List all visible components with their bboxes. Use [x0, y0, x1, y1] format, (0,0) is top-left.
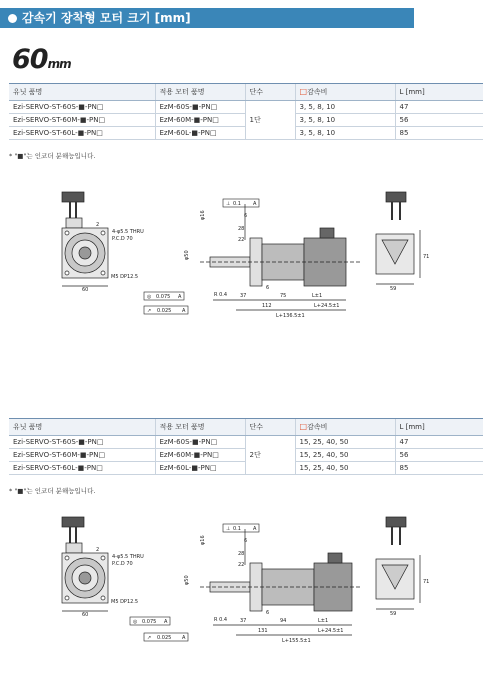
dim-2: 2 [96, 547, 100, 553]
note-2: * "■"는 인코더 분해능입니다. [9, 487, 96, 495]
dim-37: 37 [240, 293, 247, 299]
dim-22: 22 [238, 562, 245, 568]
dim-side-width: 59 [390, 286, 397, 292]
svg-text:◎: ◎ [147, 294, 152, 300]
tap-note: M5 DP12.5 [111, 599, 139, 605]
cell-motor: EzM-60L-■-PN□ [155, 462, 245, 475]
svg-text:A: A [178, 294, 182, 300]
front-view [62, 192, 108, 286]
spec-table-1 [9, 83, 483, 140]
svg-text:⊥: ⊥ [226, 201, 231, 207]
svg-text:↗: ↗ [147, 635, 152, 641]
cell-motor: EzM-60M-■-PN□ [155, 114, 245, 127]
dim-mid: 94 [280, 618, 287, 624]
dim-6: 6 [244, 213, 248, 219]
svg-text:◎: ◎ [133, 619, 138, 625]
dim-overall: 131 [258, 628, 268, 634]
table-row [9, 101, 483, 114]
pilot-dia: φ50 [184, 250, 190, 260]
dim-28: 28 [238, 226, 245, 232]
dimension-drawing-1 [0, 180, 485, 370]
section-title: 감속기 장착형 모터 크기 [mm] [22, 11, 191, 25]
cell-stage: 2단 [245, 436, 295, 475]
perp-tolerance [223, 199, 259, 207]
dim-overall: 112 [262, 303, 272, 309]
size-unit: mm [47, 57, 71, 71]
cell-motor: EzM-60M-■-PN□ [155, 449, 245, 462]
cell-unit: Ezi-SERVO-ST-60M-■-PN□ [9, 114, 155, 127]
size-title [12, 44, 71, 75]
svg-text:A: A [182, 635, 186, 641]
svg-text:⊥: ⊥ [226, 526, 231, 532]
col-ratio: □감속비 [295, 84, 395, 101]
conc-tolerance [144, 292, 184, 300]
table-header-row [9, 84, 483, 101]
dim-6b: 6 [266, 610, 270, 616]
cell-unit: Ezi-SERVO-ST-60L-■-PN□ [9, 462, 155, 475]
dim-side-width: 59 [390, 611, 397, 617]
dimension-drawing-2 [0, 505, 485, 695]
dim-l1: L±1 [312, 293, 323, 299]
svg-text:0.025: 0.025 [157, 308, 172, 314]
col-stage: 단수 [245, 419, 295, 436]
table-header-row [9, 419, 483, 436]
front-view [62, 517, 108, 611]
runout-tolerance [144, 306, 188, 314]
cell-length: 85 [395, 462, 483, 475]
cell-length: 85 [395, 127, 483, 140]
runout-tolerance [144, 633, 188, 641]
svg-text:0.1: 0.1 [233, 526, 241, 532]
dim-total: L+136.5±1 [276, 313, 305, 319]
cell-unit: Ezi-SERVO-ST-60S-■-PN□ [9, 436, 155, 449]
cell-unit: Ezi-SERVO-ST-60S-■-PN□ [9, 101, 155, 114]
table-row [9, 436, 483, 449]
dim-37: 37 [240, 618, 247, 624]
dim-l245: L+24.5±1 [314, 303, 340, 309]
cell-ratio: 15, 25, 40, 50 [295, 449, 395, 462]
conc-tolerance [130, 617, 170, 625]
r04: R 0.4 [214, 292, 228, 298]
pilot-dia: φ50 [184, 575, 190, 585]
square-icon: □ [299, 422, 308, 431]
cell-ratio: 15, 25, 40, 50 [295, 462, 395, 475]
dim-front-width: 60 [82, 612, 89, 618]
pcd-note: P.C.D 70 [112, 236, 133, 242]
cell-unit: Ezi-SERVO-ST-60M-■-PN□ [9, 449, 155, 462]
col-motor: 적용 모터 품명 [155, 419, 245, 436]
hole-note: 4-φ5.5 THRU [112, 554, 144, 560]
col-length: L [mm] [395, 419, 483, 436]
dim-side-height: 71 [423, 254, 430, 260]
rear-view [376, 517, 420, 609]
svg-text:A: A [253, 201, 257, 207]
svg-text:0.075: 0.075 [156, 294, 171, 300]
dim-side-height: 71 [423, 579, 430, 585]
tap-note: M5 DP12.5 [111, 274, 139, 280]
dim-28: 28 [238, 551, 245, 557]
size-number: 60 [12, 44, 48, 75]
dim-22: 22 [238, 237, 245, 243]
cell-ratio: 3, 5, 8, 10 [295, 127, 395, 140]
svg-text:A: A [164, 619, 168, 625]
cell-length: 56 [395, 449, 483, 462]
svg-text:0.1: 0.1 [233, 201, 241, 207]
cell-stage: 1단 [245, 101, 295, 140]
col-unit: 유닛 품명 [9, 419, 155, 436]
dim-mid: 75 [280, 293, 287, 299]
cell-length: 47 [395, 101, 483, 114]
shaft-dia: φ16 [200, 210, 206, 220]
hole-note: 4-φ5.5 THRU [112, 229, 144, 235]
spec-table-2 [9, 418, 483, 475]
dim-front-width: 60 [82, 287, 89, 293]
dim-total: L+155.5±1 [282, 638, 311, 644]
bullet-icon [8, 14, 17, 23]
r04: R 0.4 [214, 617, 228, 623]
svg-text:0.075: 0.075 [142, 619, 157, 625]
cell-motor: EzM-60L-■-PN□ [155, 127, 245, 140]
cell-motor: EzM-60S-■-PN□ [155, 436, 245, 449]
cell-ratio: 3, 5, 8, 10 [295, 101, 395, 114]
dim-6: 6 [244, 538, 248, 544]
dim-l245: L+24.5±1 [318, 628, 344, 634]
cell-unit: Ezi-SERVO-ST-60L-■-PN□ [9, 127, 155, 140]
perp-tolerance [223, 524, 259, 532]
svg-text:A: A [182, 308, 186, 314]
note-1: * "■"는 인코더 분해능입니다. [9, 152, 96, 160]
shaft-dia: φ16 [200, 535, 206, 545]
cell-motor: EzM-60S-■-PN□ [155, 101, 245, 114]
cell-ratio: 15, 25, 40, 50 [295, 436, 395, 449]
pcd-note: P.C.D 70 [112, 561, 133, 567]
cell-length: 47 [395, 436, 483, 449]
col-unit: 유닛 품명 [9, 84, 155, 101]
col-motor: 적용 모터 품명 [155, 84, 245, 101]
col-length: L [mm] [395, 84, 483, 101]
svg-text:0.025: 0.025 [157, 635, 172, 641]
col-ratio: □감속비 [295, 419, 395, 436]
section-header [0, 8, 414, 28]
dim-6b: 6 [266, 285, 270, 291]
dim-l1: L±1 [318, 618, 329, 624]
dim-2: 2 [96, 222, 100, 228]
square-icon: □ [299, 87, 308, 96]
col-stage: 단수 [245, 84, 295, 101]
svg-text:A: A [253, 526, 257, 532]
cell-ratio: 3, 5, 8, 10 [295, 114, 395, 127]
cell-length: 56 [395, 114, 483, 127]
svg-text:↗: ↗ [147, 308, 152, 314]
rear-view [376, 192, 420, 284]
